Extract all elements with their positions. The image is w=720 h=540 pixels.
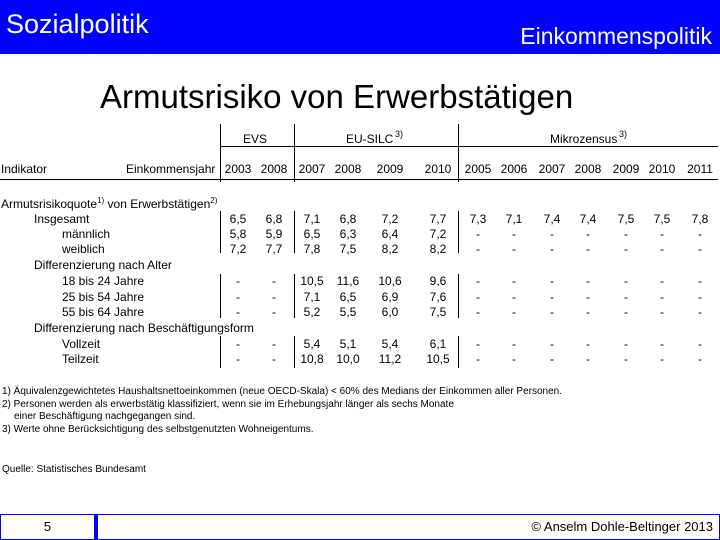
footnote-2: 2) Personen werden als erwerbstätig klassifiziert, wenn sie im Erhebungsjahr länger als sechs Monate	[2, 398, 454, 410]
table-cell: 7,1	[303, 290, 321, 304]
table-cell: 6,4	[381, 227, 399, 241]
table-cell: -	[476, 290, 480, 304]
table-cell: 6,0	[381, 305, 399, 319]
group-eusilc: EU-SILC	[346, 132, 394, 146]
table-cell: -	[624, 352, 628, 366]
table-cell: 5,5	[339, 305, 357, 319]
table-cell: -	[698, 274, 702, 288]
table-cell: 6,5	[303, 227, 321, 241]
table-divider	[458, 124, 459, 182]
table-cell: -	[476, 305, 480, 319]
table-cell: -	[586, 227, 590, 241]
section-heading	[1, 194, 217, 211]
table-cell: 7,1	[303, 212, 321, 226]
table-cell: 6,3	[339, 227, 357, 241]
table-cell: 7,3	[469, 212, 487, 226]
table-cell: -	[660, 227, 664, 241]
table-cell: -	[272, 305, 276, 319]
year-header: 2008	[574, 162, 602, 176]
row-label: Differenzierung nach Beschäftigungsform	[34, 321, 254, 335]
table-cell: -	[660, 352, 664, 366]
footer-bar	[0, 514, 720, 540]
row-label: Insgesamt	[34, 212, 90, 226]
table-cell: 6,5	[339, 290, 357, 304]
table-cell: 5,9	[265, 227, 283, 241]
table-cell: -	[512, 227, 516, 241]
year-header: 2009	[612, 162, 640, 176]
table-cell: -	[476, 352, 480, 366]
year-header: 2008	[260, 162, 288, 176]
year-header: 2005	[464, 162, 492, 176]
table-cell: 9,6	[429, 274, 447, 288]
table-cell: 8,2	[429, 242, 447, 256]
table-cell: -	[236, 337, 240, 351]
table-cell: -	[550, 305, 554, 319]
table-cell: -	[236, 290, 240, 304]
table-cell: 7,2	[429, 227, 447, 241]
source-note: Quelle: Statistisches Bundesamt	[2, 464, 146, 475]
year-header: 2011	[687, 162, 713, 176]
table-cell: 6,5	[229, 212, 247, 226]
table-cell: 6,8	[265, 212, 283, 226]
row-label: weiblich	[62, 242, 105, 256]
table-cell: 7,5	[653, 212, 671, 226]
year-header: 2007	[298, 162, 326, 176]
table-cell: 5,4	[303, 337, 321, 351]
table-cell: -	[586, 305, 590, 319]
table-cell: -	[272, 290, 276, 304]
table-cell: -	[698, 242, 702, 256]
table-cell: 11,6	[336, 274, 360, 288]
table-cell: -	[660, 290, 664, 304]
table-cell: 10,8	[300, 352, 324, 366]
year-header: 2003	[224, 162, 252, 176]
table-cell: -	[698, 337, 702, 351]
row-label: männlich	[62, 227, 111, 241]
table-cell: -	[272, 337, 276, 351]
data-table	[0, 124, 720, 369]
table-cell: -	[550, 337, 554, 351]
header-underline	[0, 179, 718, 180]
group-mikrozensus-sup: 3)	[619, 129, 628, 139]
group-mikrozensus: Mikrozensus	[550, 132, 618, 146]
table-cell: 6,8	[339, 212, 357, 226]
table-cell: 5,8	[229, 227, 247, 241]
table-cell: -	[660, 337, 664, 351]
table-cell: -	[476, 242, 480, 256]
table-cell: -	[512, 274, 516, 288]
table-cell: -	[550, 352, 554, 366]
year-header: 2008	[334, 162, 362, 176]
year-header: 2010	[648, 162, 676, 176]
table-cell: -	[550, 274, 554, 288]
slide-title: Armutsrisiko von Erwerbstätigen	[100, 78, 574, 115]
table-cell: 6,1	[429, 337, 447, 351]
table-cell: -	[236, 274, 240, 288]
table-cell: -	[272, 274, 276, 288]
table-cell: 5,4	[381, 337, 399, 351]
table-cell: -	[476, 274, 480, 288]
table-cell: -	[550, 290, 554, 304]
table-cell: -	[476, 337, 480, 351]
table-cell: -	[698, 290, 702, 304]
table-cell: -	[624, 337, 628, 351]
table-cell: -	[624, 305, 628, 319]
table-cell: 5,2	[303, 305, 321, 319]
year-header: 2006	[500, 162, 528, 176]
table-cell: -	[236, 352, 240, 366]
year-header: 2007	[538, 162, 566, 176]
table-cell: -	[512, 337, 516, 351]
table-cell: 7,8	[691, 212, 709, 226]
table-cell: 7,7	[429, 212, 447, 226]
table-cell: 7,6	[429, 290, 447, 304]
table-cell: -	[550, 242, 554, 256]
header-right-title: Einkommenspolitik	[520, 23, 712, 49]
header-underline	[220, 146, 718, 147]
table-cell: -	[624, 290, 628, 304]
table-cell: -	[660, 274, 664, 288]
table-cell: 11,2	[378, 352, 402, 366]
table-cell: -	[586, 352, 590, 366]
table-cell: 7,8	[303, 242, 321, 256]
table-cell: -	[586, 274, 590, 288]
table-divider	[458, 211, 459, 253]
header-bar	[0, 0, 720, 54]
table-cell: -	[236, 305, 240, 319]
page-number: 5	[0, 514, 95, 540]
section-label: Armutsrisikoquote	[1, 197, 98, 211]
table-cell: 10,5	[426, 352, 450, 366]
footnote-3: 3) Werte ohne Berücksichtigung des selbstgenutzten Wohneigentums.	[2, 423, 314, 435]
footnotes	[2, 386, 562, 436]
group-evs: EVS	[243, 132, 268, 146]
table-cell: 10,0	[336, 352, 360, 366]
table-cell: -	[698, 305, 702, 319]
table-cell: -	[512, 242, 516, 256]
table-cell: -	[586, 290, 590, 304]
table-cell: 7,2	[381, 212, 399, 226]
row-label: 18 bis 24 Jahre	[62, 274, 145, 288]
table-cell: -	[624, 227, 628, 241]
year-header: 2010	[424, 162, 452, 176]
indicator-label: Indikator	[1, 162, 48, 176]
table-cell: 10,5	[300, 274, 324, 288]
table-cell: 7,5	[339, 242, 357, 256]
table-cell: -	[624, 242, 628, 256]
row-label: 25 bis 54 Jahre	[62, 290, 145, 304]
table-cell: 7,7	[265, 242, 283, 256]
table-cell: 7,4	[579, 212, 597, 226]
table-cell: -	[586, 242, 590, 256]
section-sup-2: 2)	[210, 196, 218, 205]
table-cell: 10,6	[378, 274, 402, 288]
row-label: Differenzierung nach Alter	[34, 258, 172, 272]
section-sup-1: 1)	[97, 196, 105, 205]
table-cell: -	[586, 337, 590, 351]
header-left-title: Sozialpolitik	[6, 9, 149, 39]
table-cell: -	[660, 305, 664, 319]
table-cell: 7,5	[429, 305, 447, 319]
table-cell: 6,9	[381, 290, 399, 304]
footnote-2-continued: einer Beschäftigung nachgegangen sind.	[14, 411, 196, 422]
year-label: Einkommensjahr	[126, 162, 216, 176]
table-cell: 7,4	[543, 212, 561, 226]
table-cell: -	[512, 290, 516, 304]
year-header: 2009	[376, 162, 404, 176]
row-label: Teilzeit	[62, 352, 99, 366]
copyright: © Anselm Dohle-Beltinger 2013	[97, 514, 720, 540]
table-cell: 8,2	[381, 242, 399, 256]
table-cell: -	[698, 352, 702, 366]
table-cell: -	[272, 352, 276, 366]
table-cell: -	[512, 352, 516, 366]
row-label: 55 bis 64 Jahre	[62, 305, 145, 319]
table-divider	[458, 274, 459, 318]
table-cell: 7,2	[229, 242, 247, 256]
table-cell: -	[660, 242, 664, 256]
section-label-rest: von Erwerbstätigen	[107, 197, 211, 211]
table-cell: 7,1	[505, 212, 523, 226]
table-cell: -	[512, 305, 516, 319]
table-cell: -	[550, 227, 554, 241]
table-cell: 5,1	[339, 337, 357, 351]
row-label: Vollzeit	[62, 337, 101, 351]
table-cell: -	[476, 227, 480, 241]
footnote-1: 1) Äquivalenzgewichtetes Haushaltsnettoeinkommen (neue OECD-Skala) < 60% des Medians der Einkommen aller Personen.	[2, 386, 563, 397]
table-divider	[458, 336, 459, 368]
table-cell: -	[698, 227, 702, 241]
group-eusilc-sup: 3)	[395, 129, 404, 139]
table-cell: -	[624, 274, 628, 288]
table-cell: 7,5	[617, 212, 635, 226]
